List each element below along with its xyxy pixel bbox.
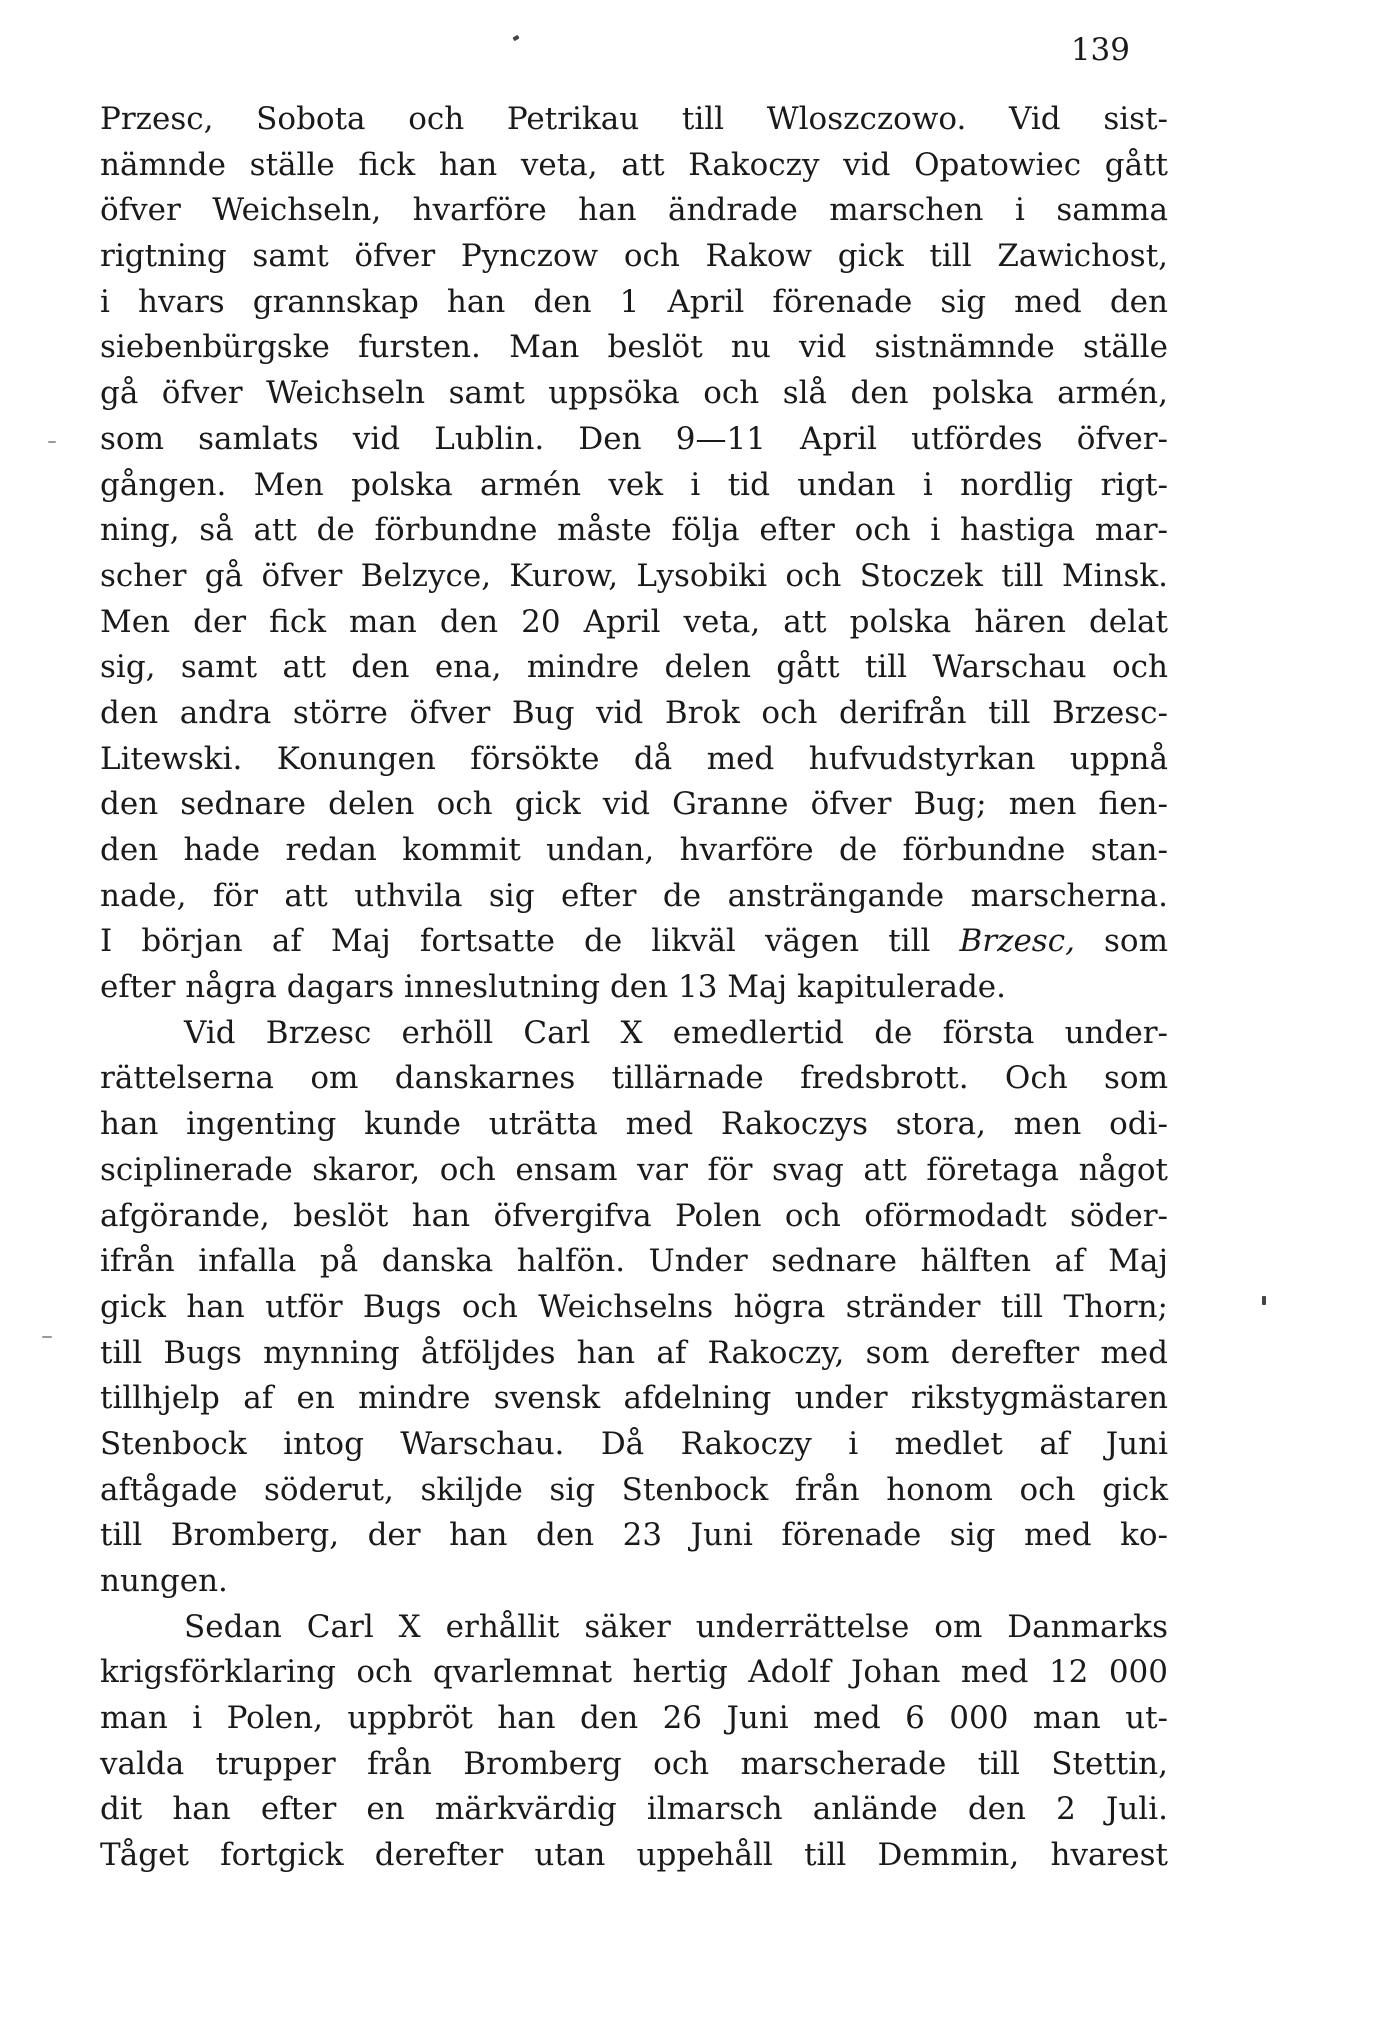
text-line: öfver Weichseln, hvarföre han ändrade marschen i samma <box>100 192 1168 229</box>
text-line: nungen. <box>100 1563 228 1599</box>
text-line: efter några dagars inneslutning den 13 Maj kapitulerade. <box>100 969 1007 1006</box>
text-line: krigsförklaring och qvarlemnat hertig Adolf Johan med 12 000 <box>100 1654 1168 1691</box>
text-line: sig, samt att den ena, mindre delen gått till Warschau och <box>100 649 1168 686</box>
paragraph-start-line: Vid Brzesc erhöll Carl X emedlertid de första under- <box>184 1014 1168 1051</box>
text-line: den andra större öfver Bug vid Brok och derifrån till Brzesc- <box>100 694 1168 731</box>
print-speck <box>1262 1296 1266 1305</box>
print-speck <box>42 1336 52 1338</box>
text-line: den sednare delen och gick vid Granne öfver Bug; men fien- <box>100 786 1168 823</box>
text-line: man i Polen, uppbröt han den 26 Juni med 6 000 man ut- <box>100 1700 1168 1737</box>
print-speck <box>48 441 56 443</box>
text-line: som samlats vid Lublin. Den 9—11 April utfördes öfver- <box>100 420 1168 457</box>
text-line: Tåget fortgick derefter utan uppehåll till Demmin, hvarest <box>100 1837 1168 1874</box>
text-line: dit han efter en märkvärdig ilmarsch anlände den 2 Juli. <box>100 1791 1168 1828</box>
text-line <box>100 919 1168 965</box>
text-line: Litewski. Konungen försökte då med hufvudstyrkan uppnå <box>100 740 1168 777</box>
text-line: tillhjelp af en mindre svensk afdelning under rikstygmästaren <box>100 1380 1168 1417</box>
text-line: i hvars grannskap han den 1 April förenade sig med den <box>100 283 1168 320</box>
text-line: scher gå öfver Belzyce, Kurow, Lysobiki och Stoczek till Minsk. <box>100 557 1168 594</box>
text-segment: som <box>1074 923 1168 960</box>
print-speck <box>512 35 519 41</box>
text-line: valda trupper från Bromberg och marscherade till Stettin, <box>100 1745 1168 1782</box>
text-line: till Bromberg, der han den 23 Juni förenade sig med ko- <box>100 1517 1168 1554</box>
text-line: ning, så att de förbundne måste följa efter och i hastiga mar- <box>100 512 1168 549</box>
text-segment: I början af Maj fortsatte de likväl vägen till <box>100 923 960 960</box>
text-line: aftågade söderut, skiljde sig Stenbock från honom och gick <box>100 1471 1168 1508</box>
body-text <box>100 97 1168 1879</box>
text-line: rättelserna om danskarnes tillärnade fredsbrott. Och som <box>100 1060 1168 1097</box>
text-line: siebenbürgske fursten. Man beslöt nu vid sistnämnde ställe <box>100 329 1168 366</box>
text-line: till Bugs mynning åtföljdes han af Rakoczy, som derefter med <box>100 1334 1168 1371</box>
text-line: gå öfver Weichseln samt uppsöka och slå den polska armén, <box>100 375 1168 412</box>
paragraph-start-line: Sedan Carl X erhållit säker underrättelse om Danmarks <box>184 1608 1168 1645</box>
page-number: 139 <box>1070 32 1130 68</box>
text-line: rigtning samt öfver Pynczow och Rakow gick till Zawichost, <box>100 238 1168 275</box>
text-line: han ingenting kunde uträtta med Rakoczys stora, men odi- <box>100 1106 1168 1143</box>
text-line: afgörande, beslöt han öfvergifva Polen och oförmodadt söder- <box>100 1197 1168 1234</box>
text-line: gick han utför Bugs och Weichselns högra stränder till Thorn; <box>100 1288 1168 1325</box>
text-line: Men der fick man den 20 April veta, att polska hären delat <box>100 603 1168 640</box>
text-line: den hade redan kommit undan, hvarföre de förbundne stan- <box>100 832 1168 868</box>
text-line: Przesc, Sobota och Petrikau till Wloszczowo. Vid sist- <box>100 101 1168 137</box>
italic-place-name: Brzesc, <box>959 923 1075 960</box>
text-line: sciplinerade skaror, och ensam var för svag att företaga något <box>100 1151 1168 1188</box>
text-line: nämnde ställe fick han veta, att Rakoczy vid Opatowiec gått <box>100 146 1168 183</box>
text-line: gången. Men polska armén vek i tid undan i nordlig rigt- <box>100 466 1168 503</box>
text-line: ifrån infalla på danska halfön. Under sednare hälften af Maj <box>100 1243 1168 1280</box>
text-line: Stenbock intog Warschau. Då Rakoczy i medlet af Juni <box>100 1425 1168 1462</box>
text-line: nade, för att uthvila sig efter de ansträngande marscherna. <box>100 877 1168 914</box>
